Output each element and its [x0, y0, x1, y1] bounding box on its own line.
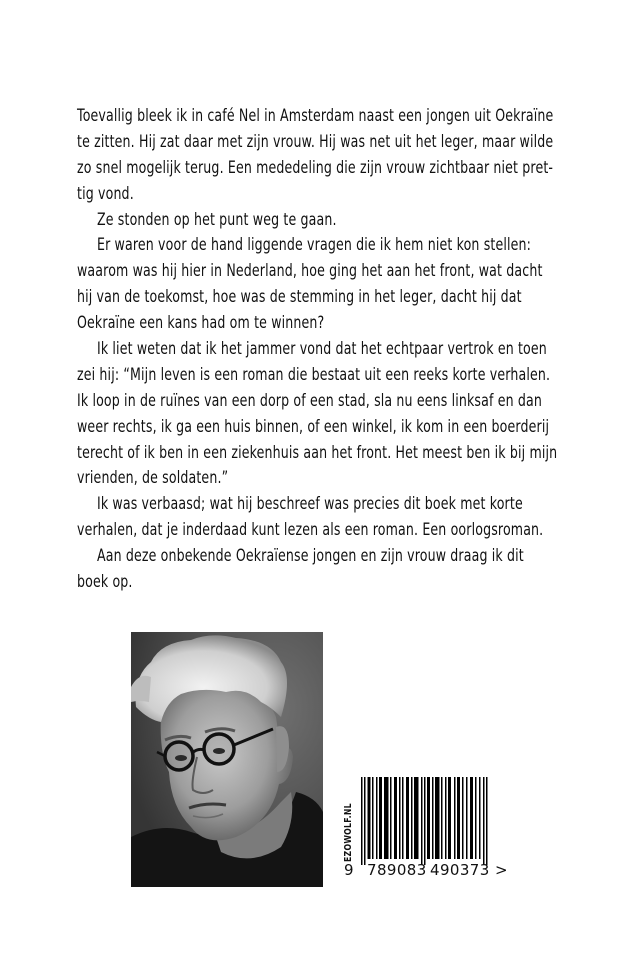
text-line: Ik loop in de ruïnes van een dorp of een stad, sla nu eens linksaf en dan	[77, 390, 542, 411]
text-line: hij van de toekomst, hoe was de stemming in het leger, dacht hij dat	[77, 287, 522, 308]
quiet-zone-marker: >	[495, 861, 508, 879]
text-line: terecht of ik ben in een ziekenhuis aan het front. Het meest ben ik bij mijn	[77, 442, 558, 463]
text-line: Ze stonden op het punt weg te gaan.	[96, 209, 337, 230]
isbn-left-group: 789083	[367, 861, 427, 879]
dedication-text	[77, 104, 558, 596]
text-line: vrienden, de soldaten.”	[77, 468, 229, 489]
text-line: Toevallig bleek ik in café Nel in Amsterdam naast een jongen uit Oekraïne	[77, 106, 554, 126]
publisher-url: EZOWOLF.NL	[343, 803, 354, 862]
author-photo	[131, 632, 323, 887]
text-line: Ik liet weten dat ik het jammer vond dat het echtpaar vertrok en toen	[96, 339, 547, 360]
text-line: boek op.	[77, 572, 133, 593]
text-line: Ik was verbaasd; wat hij beschreef was precies dit boek met korte	[96, 494, 523, 515]
text-line: zei hij: “Mijn leven is een roman die bestaat uit een reeks korte verhalen.	[77, 364, 551, 385]
isbn-barcode	[340, 770, 510, 890]
text-line: Er waren voor de hand liggende vragen die ik hem niet kon stellen:	[96, 235, 532, 256]
text-line: Aan deze onbekende Oekraïense jongen en zijn vrouw draag ik dit	[96, 546, 524, 567]
text-line: zo snel mogelijk terug. Een mededeling die zijn vrouw zichtbaar niet pret-	[77, 157, 554, 178]
text-line: weer rechts, ik ga een huis binnen, of een winkel, ik kom in een boerderij	[77, 416, 550, 437]
text-line: tig vond.	[77, 183, 134, 204]
barcode-bars	[361, 777, 488, 865]
isbn-right-group: 490373	[430, 861, 490, 879]
text-line: te zitten. Hij zat daar met zijn vrouw. Hij was net uit het leger, maar wilde	[77, 131, 554, 152]
text-line: verhalen, dat je inderdaad kunt lezen als een roman. Een oorlogsroman.	[77, 520, 544, 541]
isbn-first-digit: 9	[344, 861, 354, 879]
portrait-illustration	[131, 632, 323, 887]
text-line: waarom was hij hier in Nederland, hoe ging het aan het front, wat dacht	[77, 261, 543, 282]
text-line: Oekraïne een kans had om te winnen?	[77, 313, 325, 334]
